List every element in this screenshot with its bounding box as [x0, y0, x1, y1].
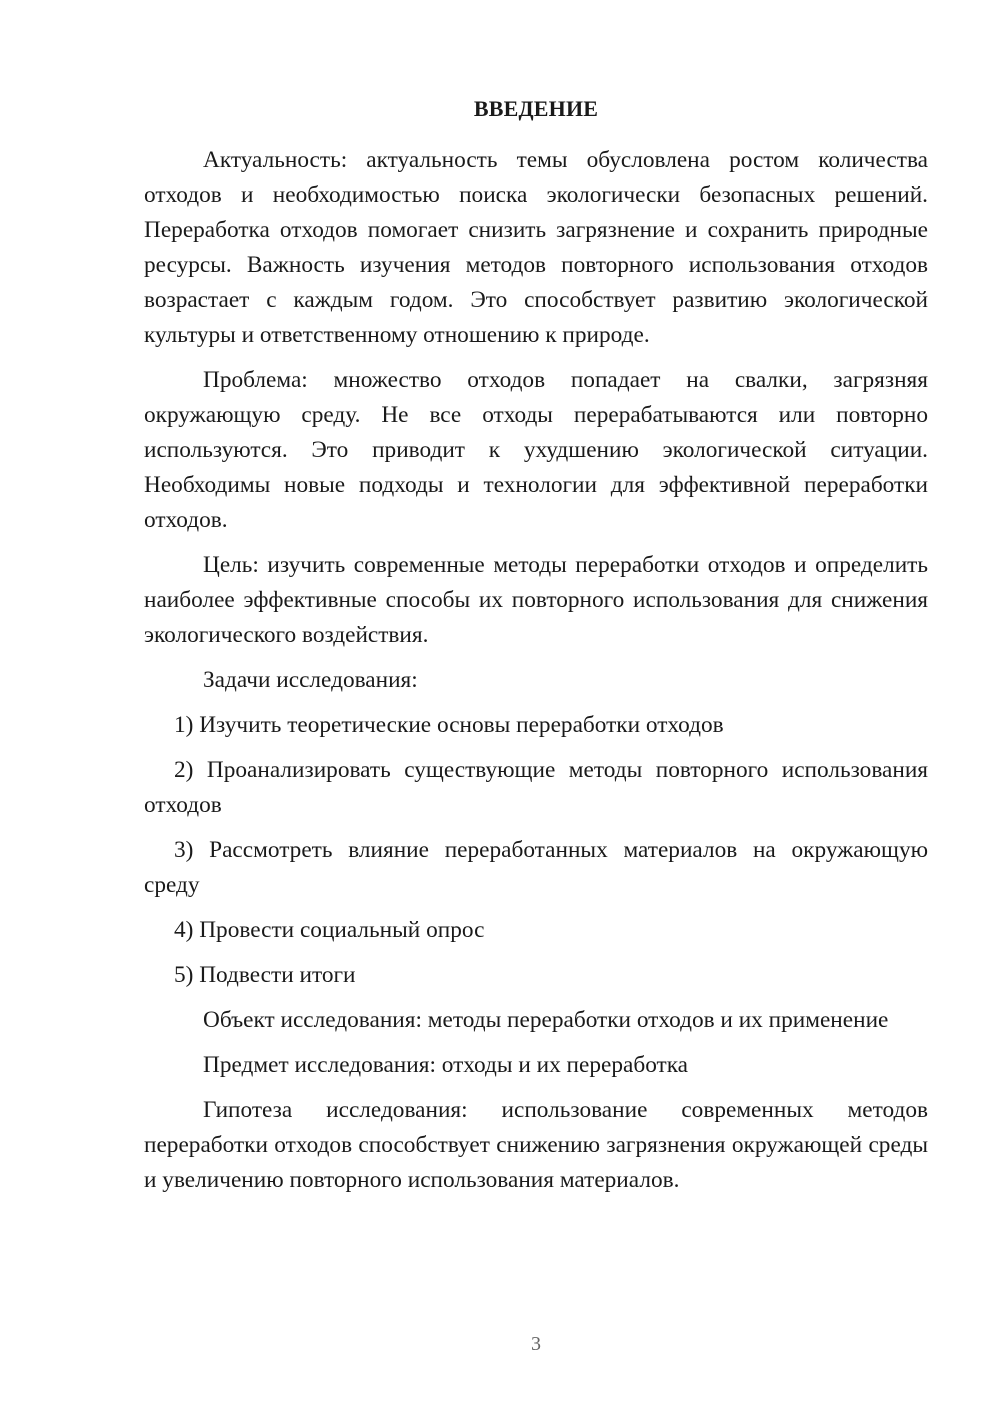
paragraph-object: Объект исследования: методы переработки отходов и их применение [203, 1007, 889, 1033]
paragraph-problem: Проблема: множество отходов попадает на свалки, загрязняя окружающую среду. Не все отходы перерабатываются или повторно используются. Это приводит к ухудшению экологической ситуации. Необходимы новые подходы и технологии для эффективной переработки отходов. [144, 367, 928, 533]
page-number: 3 [531, 1333, 541, 1355]
page-title: ВВЕДЕНИЕ [473, 96, 599, 121]
task-item-2: 2) Проанализировать существующие методы повторного использования отходов [144, 757, 928, 818]
paragraph-relevance: Актуальность: актуальность темы обусловлена ростом количества отходов и необходимостью поиска экологически безопасных решений. Переработка отходов помогает снизить загрязнение и сохранить природные ресурсы. Важность изучения методов повторного использования отходов возрастает с каждым годом. Это способствует развитию экологической культуры и ответственному отношению к природе. [144, 147, 928, 348]
tasks-title: Задачи исследования: [203, 667, 418, 693]
task-item-4: 4) Провести социальный опрос [174, 917, 485, 943]
task-item-5: 5) Подвести итоги [174, 962, 356, 988]
paragraph-goal: Цель: изучить современные методы переработки отходов и определить наиболее эффективные способы их повторного использования для снижения экологического воздействия. [144, 552, 928, 648]
document-body [144, 143, 928, 1208]
task-item-1: 1) Изучить теоретические основы переработки отходов [174, 712, 724, 738]
paragraph-subject: Предмет исследования: отходы и их переработка [203, 1052, 689, 1078]
paragraph-hypothesis: Гипотеза исследования: использование современных методов переработки отходов способствует снижению загрязнения окружающей среды и увеличению повторного использования материалов. [144, 1097, 928, 1193]
task-item-3: 3) Рассмотреть влияние переработанных материалов на окружающую среду [144, 837, 928, 898]
